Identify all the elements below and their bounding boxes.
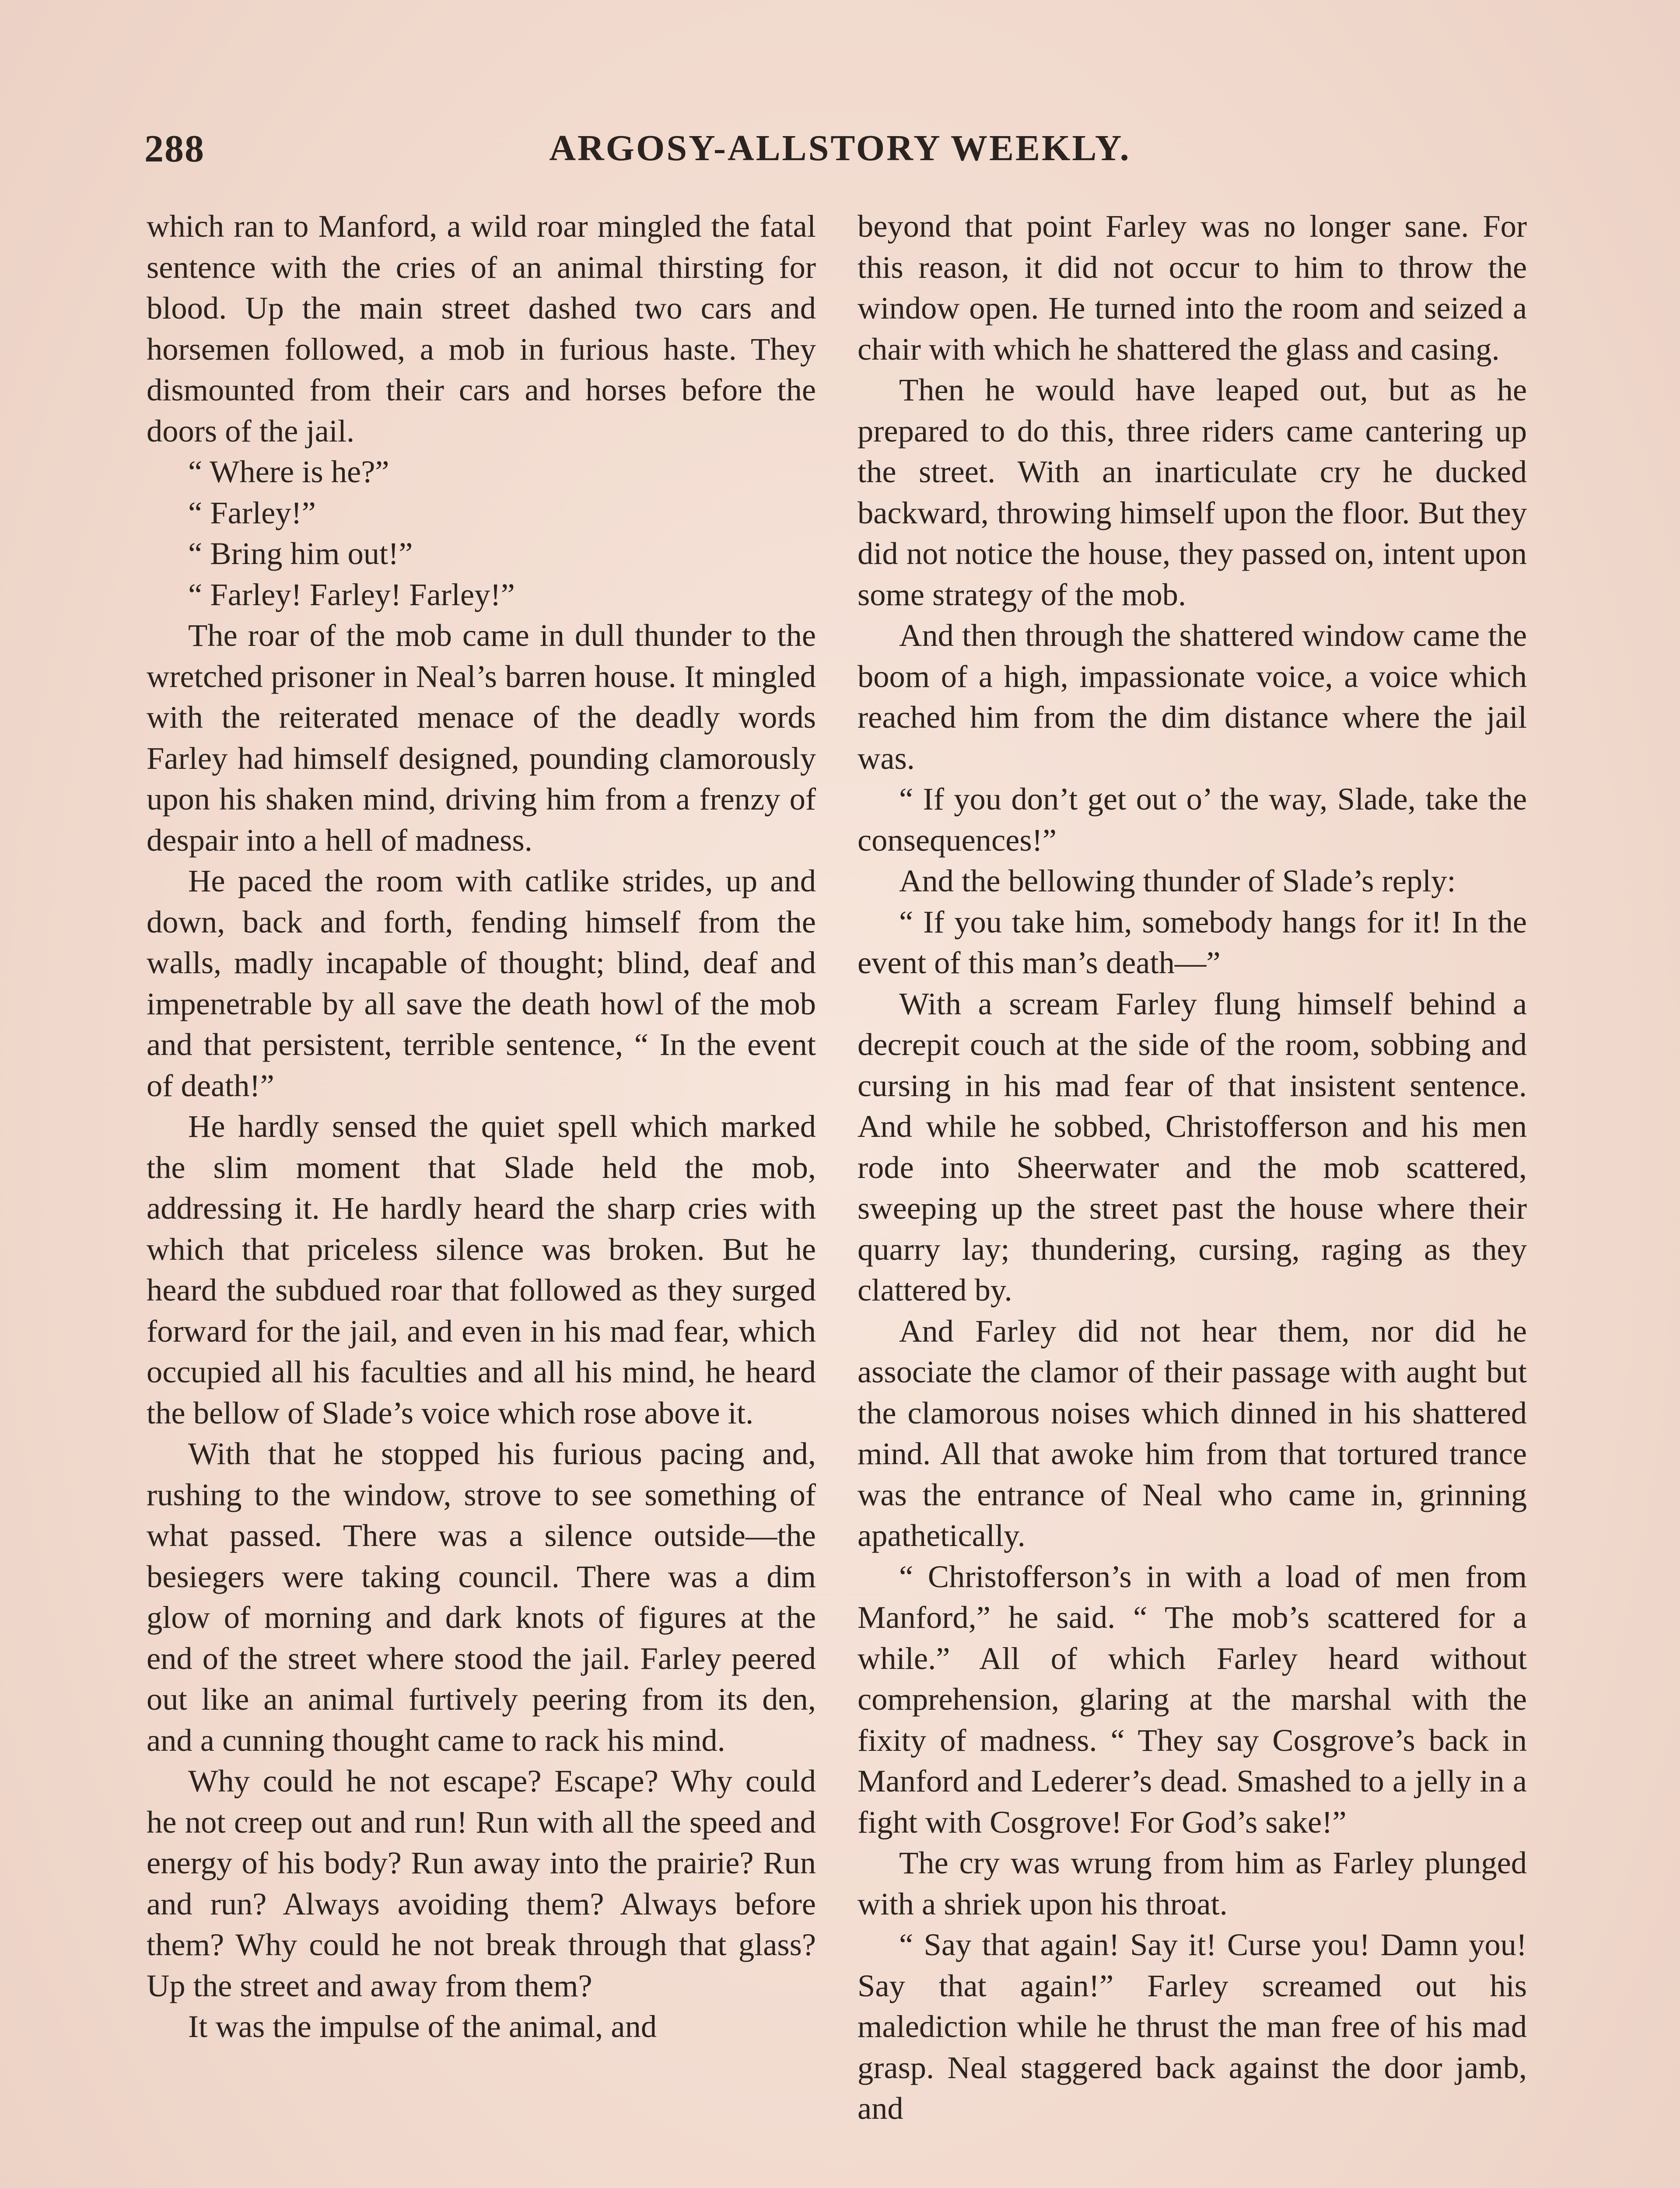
paragraph: “ If you don’t get out o’ the way, Slade, take the consequences!”: [858, 781, 1527, 858]
text-column-left: [147, 206, 816, 2047]
paragraph: “ Say that again! Say it! Curse you! Damn you! Say that again!” Farley screamed out his malediction while he thrust the man free of his mad grasp. Neal staggered back against the door jamb, and: [858, 1927, 1527, 2126]
paragraph: Then he would have leaped out, but as he prepared to do this, three riders came cantering up the street. With an inarticulate cry he ducked backward, throwing himself upon the floor. But they did not notice the house, they passed on, intent upon some strategy of the mob.: [858, 372, 1527, 612]
paragraph: “ If you take him, somebody hangs for it! In the event of this man’s death—”: [858, 904, 1527, 980]
paragraph: “ Where is he?”: [188, 454, 389, 489]
paragraph: And then through the shattered window came the boom of a high, impassionate voice, a voice which reached him from the dim distance where the jail was.: [858, 617, 1527, 776]
page-number: 288: [144, 128, 205, 170]
paragraph: The roar of the mob came in dull thunder to the wretched prisoner in Neal’s barren house. It mingled with the reiterated menace of the deadly words Farley had himself designed, pounding clamorously upon his shaken mind, driving him from a frenzy of despair into a hell of madness.: [147, 617, 816, 858]
page-header: [144, 127, 1536, 184]
running-head-title: ARGOSY-ALLSTORY WEEKLY.: [549, 128, 1131, 168]
paragraph: “ Farley! Farley! Farley!”: [188, 576, 515, 612]
paragraph: The cry was wrung from him as Farley plunged with a shriek upon his throat.: [858, 1845, 1527, 1922]
paragraph: And the bellowing thunder of Slade’s reply:: [899, 863, 1456, 898]
paragraph: With that he stopped his furious pacing and, rushing to the window, strove to see something of what passed. There was a silence outside—the besiegers were taking council. There was a dim glow of morning and dark knots of figures at the end of the street where stood the jail. Farley peered out like an animal furtively peering from its den, and a cunning thought came to rack his mind.: [147, 1436, 816, 1758]
paragraph: He paced the room with catlike strides, up and down, back and forth, fending himself from the walls, madly incapable of thought; blind, deaf and impenetrable by all save the death howl of the mob and that persistent, terrible sentence, “ In the event of death!”: [147, 863, 816, 1103]
paragraph: With a scream Farley flung himself behind a decrepit couch at the side of the room, sobbing and cursing in his mad fear of that insistent sentence. And while he sobbed, Christofferson and his men rode into Sheerwater and the mob scattered, sweeping up the street past the house where their quarry lay; thundering, cursing, raging as they clattered by.: [858, 985, 1527, 1308]
paragraph: Why could he not escape? Escape? Why could he not creep out and run! Run with all the speed and energy of his body? Run away into the prairie? Run and run? Always avoiding them? Always before them? Why could he not break through that glass? Up the street and away from them?: [147, 1763, 816, 2003]
paragraph: It was the impulse of the animal, and: [188, 2009, 657, 2044]
paragraph: “ Farley!”: [188, 494, 316, 530]
paragraph: And Farley did not hear them, nor did he associate the clamor of their passage with aught but the clamorous noises which dinned in his shattered mind. All that awoke him from that tortured trance was the entrance of Neal who came in, grinning apathetically.: [858, 1313, 1527, 1553]
paragraph: He hardly sensed the quiet spell which marked the slim moment that Slade held the mob, addressing it. He hardly heard the sharp cries with which that priceless silence was broken. But he heard the subdued roar that followed as they surged forward for the jail, and even in his mad fear, which occupied all his faculties and all his mind, he heard the bellow of Slade’s voice which rose above it.: [147, 1108, 816, 1431]
paragraph: beyond that point Farley was no longer sane. For this reason, it did not occur to him to throw the window open. He turned into the room and seized a chair with which he shattered the glass and casing.: [858, 208, 1527, 367]
text-column-right: [858, 206, 1527, 2129]
paragraph: which ran to Manford, a wild roar mingled the fatal sentence with the cries of an animal thirsting for blood. Up the main street dashed two cars and horsemen followed, a mob in furious haste. They dismounted from their cars and horses before the doors of the jail.: [147, 208, 816, 449]
paragraph: “ Bring him out!”: [188, 536, 413, 571]
paragraph: “ Christofferson’s in with a load of men from Manford,” he said. “ The mob’s scattered for a while.” All of which Farley heard without comprehension, glaring at the marshal with the fixity of madness. “ They say Cosgrove’s back in Manford and Lederer’s dead. Smashed to a jelly in a fight with Cosgrove! For God’s sake!”: [858, 1558, 1527, 1840]
